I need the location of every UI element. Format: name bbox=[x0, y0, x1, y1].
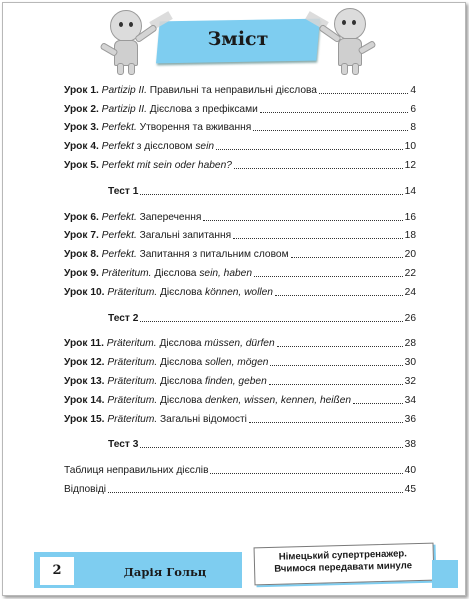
toc-entry-label bbox=[64, 85, 317, 97]
toc-grammar-term: Perfekt bbox=[101, 141, 134, 153]
toc-row bbox=[64, 153, 416, 172]
dot-leader bbox=[203, 220, 402, 221]
toc-test-row bbox=[64, 179, 416, 198]
dot-leader bbox=[234, 168, 403, 169]
toc-entry-label bbox=[64, 338, 275, 350]
toc-page-number: 28 bbox=[404, 338, 416, 350]
toc-verbs: denken, wissen, kennen, heißen bbox=[204, 394, 352, 406]
toc-entry-label bbox=[64, 212, 201, 224]
toc-entry-label bbox=[64, 395, 351, 407]
toc-entry-title: Заперечення bbox=[136, 211, 202, 223]
toc-lesson-number: Урок 5. bbox=[64, 159, 99, 171]
toc-page-number: 16 bbox=[404, 211, 416, 223]
toc-entry-title: Таблиця неправильних дієслів bbox=[64, 465, 209, 477]
toc-grammar-term: Perfekt. bbox=[101, 211, 137, 223]
dot-leader bbox=[210, 473, 402, 474]
toc-row bbox=[64, 280, 416, 299]
toc-entry-title: Дієслова bbox=[157, 375, 205, 387]
toc-lesson-number: Урок 2. bbox=[64, 103, 99, 115]
toc-entry-title: Дієслова bbox=[157, 357, 205, 369]
toc-entry-title: Дієслова з префіксами bbox=[146, 103, 258, 115]
toc-page-number: 20 bbox=[404, 249, 416, 261]
toc-grammar-term: Präteritum. bbox=[107, 394, 158, 406]
page-title: Зміст bbox=[207, 28, 269, 50]
toc-entry-label bbox=[64, 357, 268, 369]
toc-row bbox=[64, 477, 416, 496]
toc-lesson-number: Урок 15. bbox=[64, 413, 105, 425]
toc-test-title: Тест 2 bbox=[108, 312, 139, 324]
table-of-contents bbox=[64, 78, 416, 496]
book-title-line: Вчимося передавати минуле bbox=[274, 560, 413, 575]
toc-lesson-number: Урок 1. bbox=[64, 84, 99, 96]
toc-entry-label bbox=[64, 104, 258, 116]
toc-row bbox=[64, 369, 416, 388]
toc-page-number: 14 bbox=[404, 185, 416, 197]
toc-row bbox=[64, 116, 416, 135]
toc-page-number: 8 bbox=[410, 122, 416, 134]
toc-lesson-number: Урок 11. bbox=[64, 338, 104, 350]
toc-grammar-term: Perfekt. bbox=[101, 230, 137, 242]
toc-lesson-number: Урок 3. bbox=[64, 122, 99, 134]
toc-lesson-number: Урок 7. bbox=[64, 230, 99, 242]
toc-entry-title: Загальні запитання bbox=[136, 230, 232, 242]
toc-row bbox=[64, 224, 416, 243]
toc-row bbox=[64, 388, 416, 407]
dot-leader bbox=[269, 384, 403, 385]
dot-leader bbox=[108, 492, 403, 493]
dot-leader bbox=[233, 238, 403, 239]
toc-row bbox=[64, 350, 416, 369]
toc-page-number: 32 bbox=[404, 375, 416, 387]
toc-page-number: 22 bbox=[404, 267, 416, 279]
toc-entry-label bbox=[64, 268, 252, 280]
toc-page-number: 26 bbox=[404, 312, 416, 324]
toc-entry-label bbox=[64, 465, 208, 477]
toc-entry-label bbox=[64, 287, 273, 299]
toc-entry-label bbox=[64, 376, 267, 388]
toc-entry-title: Загальні відомості bbox=[157, 413, 247, 425]
toc-row bbox=[64, 205, 416, 224]
toc-test-row bbox=[64, 306, 416, 325]
toc-verbs: finden, geben bbox=[204, 375, 267, 387]
toc-verbs: sein, haben bbox=[199, 267, 252, 279]
toc-verbs: müssen, dürfen bbox=[204, 338, 275, 350]
toc-lesson-number: Урок 9. bbox=[64, 267, 99, 279]
toc-lesson-number: Урок 13. bbox=[64, 375, 105, 387]
dot-leader bbox=[254, 276, 403, 277]
toc-entry-label bbox=[64, 122, 251, 134]
toc-entry-label bbox=[64, 439, 138, 451]
book-title bbox=[254, 548, 433, 577]
toc-grammar-term: Partizip II. bbox=[101, 84, 147, 96]
toc-row bbox=[64, 78, 416, 97]
toc-grammar-term: Partizip II. bbox=[101, 103, 147, 115]
dot-leader bbox=[140, 321, 402, 322]
toc-page-number: 12 bbox=[404, 159, 416, 171]
dot-leader bbox=[353, 403, 403, 404]
dot-leader bbox=[319, 93, 408, 94]
toc-page-number: 10 bbox=[404, 141, 416, 153]
book-title-line: Німецький супертренажер. bbox=[278, 548, 408, 563]
toc-verbs: sein bbox=[195, 141, 215, 153]
toc-entry-title: Дієслова bbox=[151, 267, 200, 279]
toc-verbs: können, wollen bbox=[204, 286, 273, 298]
toc-grammar-term: Präteritum. bbox=[107, 357, 158, 369]
toc-entry-label bbox=[64, 484, 106, 496]
dot-leader bbox=[140, 447, 402, 448]
toc-page-number: 24 bbox=[404, 286, 416, 298]
toc-page-number: 40 bbox=[404, 465, 416, 477]
dot-leader bbox=[253, 130, 408, 131]
toc-row bbox=[64, 134, 416, 153]
toc-entry-title: Утворення та вживання bbox=[136, 122, 252, 134]
toc-entry-title: Дієслова bbox=[157, 286, 205, 298]
dot-leader bbox=[275, 295, 403, 296]
dot-leader bbox=[270, 365, 402, 366]
toc-entry-title: Дієслова bbox=[157, 394, 205, 406]
toc-grammar-term: Präteritum. bbox=[101, 267, 152, 279]
footer-band-right bbox=[432, 560, 458, 588]
toc-grammar-term: Präteritum. bbox=[106, 338, 157, 350]
dot-leader bbox=[140, 194, 402, 195]
toc-page-number: 6 bbox=[410, 103, 416, 115]
toc-row bbox=[64, 261, 416, 280]
toc-entry-title: Правильні та неправильні дієслова bbox=[146, 84, 317, 96]
toc-entry-label bbox=[64, 141, 214, 153]
toc-lesson-number: Урок 8. bbox=[64, 249, 99, 261]
toc-entry-title: Дієслова bbox=[156, 338, 205, 350]
toc-page-number: 18 bbox=[404, 230, 416, 242]
dot-leader bbox=[249, 422, 403, 423]
toc-lesson-number: Урок 10. bbox=[64, 286, 105, 298]
toc-page-number: 36 bbox=[404, 413, 416, 425]
toc-page-number: 30 bbox=[404, 357, 416, 369]
toc-lesson-number: Урок 4. bbox=[64, 141, 99, 153]
toc-entry-label bbox=[64, 160, 232, 172]
toc-page-number: 45 bbox=[404, 483, 416, 495]
toc-verbs: sollen, mögen bbox=[204, 357, 269, 369]
toc-grammar-term: Perfekt. bbox=[101, 122, 137, 134]
dot-leader bbox=[260, 112, 409, 113]
toc-row bbox=[64, 458, 416, 477]
toc-entry-title: Відповіді bbox=[64, 483, 107, 495]
toc-page-number: 34 bbox=[404, 394, 416, 406]
toc-grammar-term: Präteritum. bbox=[107, 375, 158, 387]
toc-lesson-number: Урок 14. bbox=[64, 394, 105, 406]
toc-row bbox=[64, 97, 416, 116]
toc-grammar-term: Perfekt mit sein oder haben? bbox=[101, 159, 232, 171]
toc-test-row bbox=[64, 433, 416, 452]
toc-grammar-term: Präteritum. bbox=[107, 413, 158, 425]
toc-page-number: 4 bbox=[410, 84, 416, 96]
toc-entry-title: з дієсловом bbox=[133, 141, 196, 153]
toc-lesson-number: Урок 6. bbox=[64, 211, 99, 223]
toc-grammar-term: Perfekt. bbox=[101, 249, 137, 261]
toc-row bbox=[64, 242, 416, 261]
dot-leader bbox=[291, 257, 403, 258]
toc-row bbox=[64, 407, 416, 426]
toc-entry-label bbox=[64, 313, 138, 325]
toc-entry-title: Запитання з питальним словом bbox=[136, 249, 289, 261]
toc-row bbox=[64, 332, 416, 351]
toc-grammar-term: Präteritum. bbox=[107, 286, 158, 298]
toc-entry-label bbox=[64, 249, 289, 261]
author-name: Дарія Гольц bbox=[123, 565, 207, 579]
toc-entry-label bbox=[64, 186, 138, 198]
toc-entry-label bbox=[64, 414, 247, 426]
toc-lesson-number: Урок 12. bbox=[64, 357, 105, 369]
toc-entry-label bbox=[64, 230, 231, 242]
toc-page-number: 38 bbox=[404, 439, 416, 451]
page-number: 2 bbox=[52, 563, 62, 578]
toc-test-title: Тест 1 bbox=[108, 185, 139, 197]
toc-test-title: Тест 3 bbox=[108, 439, 139, 451]
dot-leader bbox=[277, 346, 403, 347]
dot-leader bbox=[216, 149, 403, 150]
